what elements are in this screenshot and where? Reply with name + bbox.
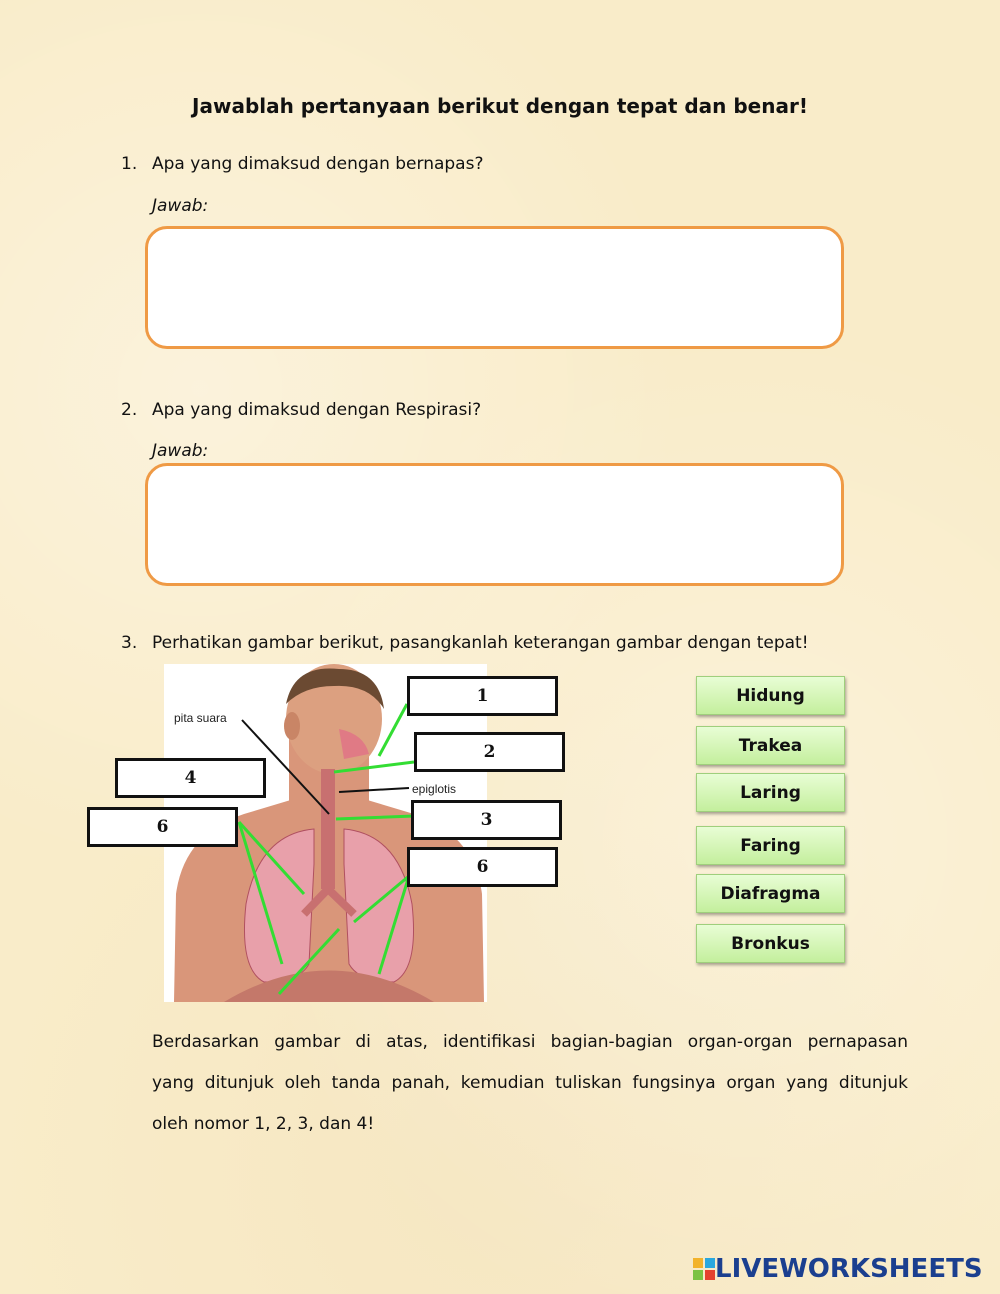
option-faring[interactable]: Faring — [696, 826, 845, 865]
instruction-paragraph — [152, 1022, 908, 1145]
question-2-text: Apa yang dimaksud dengan Respirasi? — [152, 400, 482, 420]
question-1-number: 1. — [121, 154, 138, 174]
option-laring[interactable]: Laring — [696, 773, 845, 812]
diagram-answer-box-6-left[interactable]: 6 — [87, 807, 238, 847]
question-3-number: 3. — [121, 633, 138, 653]
liveworksheets-logo-icon — [693, 1258, 715, 1280]
liveworksheets-logo — [693, 1253, 983, 1285]
option-diafragma[interactable]: Diafragma — [696, 874, 845, 913]
paragraph-line-2: yang ditunjuk oleh tanda panah, kemudian tuliskan fungsinya organ yang ditunjuk — [152, 1073, 908, 1093]
diagram-answer-box-1[interactable]: 1 — [407, 676, 558, 716]
page-title: Jawablah pertanyaan berikut dengan tepat dan benar! — [192, 94, 808, 118]
question-1-answer-label: Jawab: — [152, 196, 209, 216]
epiglottis-label: epiglotis — [412, 782, 457, 796]
paragraph-line-3: oleh nomor 1, 2, 3, dan 4! — [152, 1114, 375, 1134]
question-1-answer-box[interactable] — [145, 226, 844, 349]
diagram-answer-box-4[interactable]: 4 — [115, 758, 266, 798]
option-bronkus[interactable]: Bronkus — [696, 924, 845, 963]
brand-name: LIVEWORKSHEETS — [715, 1254, 983, 1284]
diagram-answer-box-2[interactable]: 2 — [414, 732, 565, 772]
question-2-answer-box[interactable] — [145, 463, 844, 586]
question-1-text: Apa yang dimaksud dengan bernapas? — [152, 154, 484, 174]
question-3-text: Perhatikan gambar berikut, pasangkanlah keterangan gambar dengan tepat! — [152, 633, 809, 653]
diagram-answer-box-3[interactable]: 3 — [411, 800, 562, 840]
vocal-cords-label: pita suara — [174, 711, 227, 725]
option-trakea[interactable]: Trakea — [696, 726, 845, 765]
paragraph-line-1: Berdasarkan gambar di atas, identifikasi bagian-bagian organ-organ pernapasan — [152, 1032, 908, 1052]
question-2-number: 2. — [121, 400, 138, 420]
option-hidung[interactable]: Hidung — [696, 676, 845, 715]
question-2-answer-label: Jawab: — [152, 441, 209, 461]
diagram-answer-box-6-right[interactable]: 6 — [407, 847, 558, 887]
